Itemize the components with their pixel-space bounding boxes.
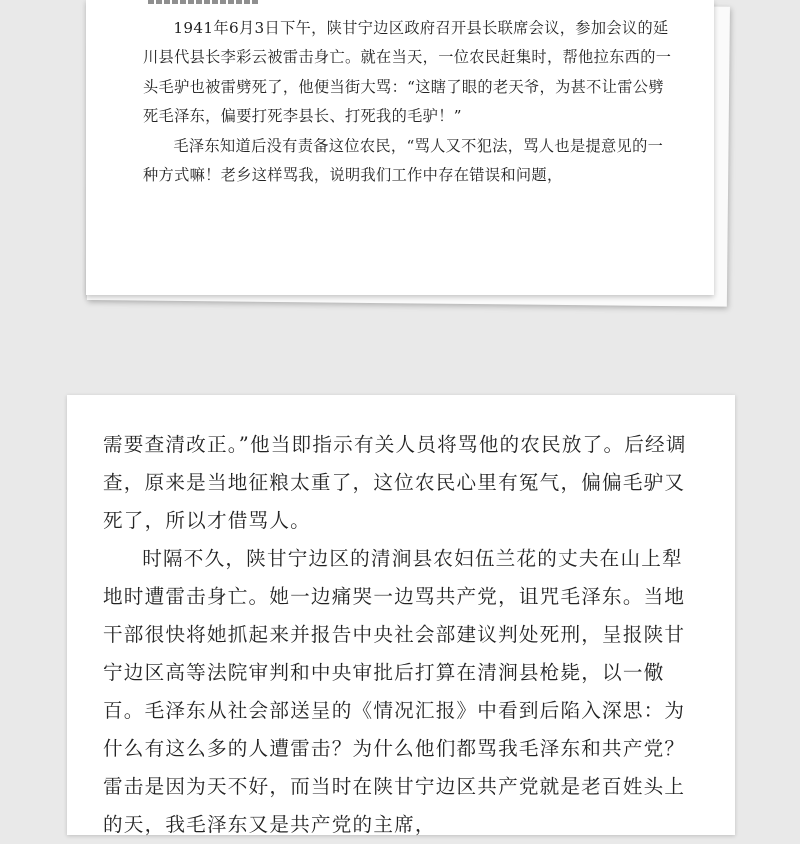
top-page-text [143, 14, 673, 190]
paragraph: 1941年6月3日下午，陕甘宁边区政府召开县长联席会议，参加会议的延川县代县长李彩云被雷击身亡。就在当天，一位农民赶集时，帮他拉东西的一头毛驴也被雷劈死了，他便当街大骂：“这瞎了眼的老天爷，为甚不让雷公劈死毛泽东，偏要打死李县长、打死我的毛驴！” [143, 19, 672, 126]
paragraph-continued: 需要查清改正。”他当即指示有关人员将骂他的农民放了。后经调查，原来是当地征粮太重了，这位农民心里有冤气，偏偏毛驴又死了，所以才借骂人。 [103, 433, 687, 532]
paragraph: 时隔不久，陕甘宁边区的清涧县农妇伍兰花的丈夫在山上犁地时遭雷击身亡。她一边痛哭一边骂共产党，诅咒毛泽东。当地干部很快将她抓起来并报告中央社会部建议判处死刑，呈报陕甘宁边区高等法院审判和中央审批后打算在清涧县枪毙，以一儆百。毛泽东从社会部送呈的《情况汇报》中看到后陷入深思：为什么有这么多的人遭雷击？为什么他们都骂我毛泽东和共产党？雷击是因为天不好，而当时在陕甘宁边区共产党就是老百姓头上的天，我毛泽东又是共产党的主席， [103, 547, 686, 836]
bottom-page-text [103, 426, 701, 844]
truncated-text-line [148, 0, 258, 4]
bottom-page [67, 395, 735, 835]
paragraph: 毛泽东知道后没有责备这位农民，“骂人又不犯法，骂人也是提意见的一种方式嘛！老乡这样骂我，说明我们工作中存在错误和问题， [143, 136, 664, 185]
top-page [86, 0, 714, 295]
